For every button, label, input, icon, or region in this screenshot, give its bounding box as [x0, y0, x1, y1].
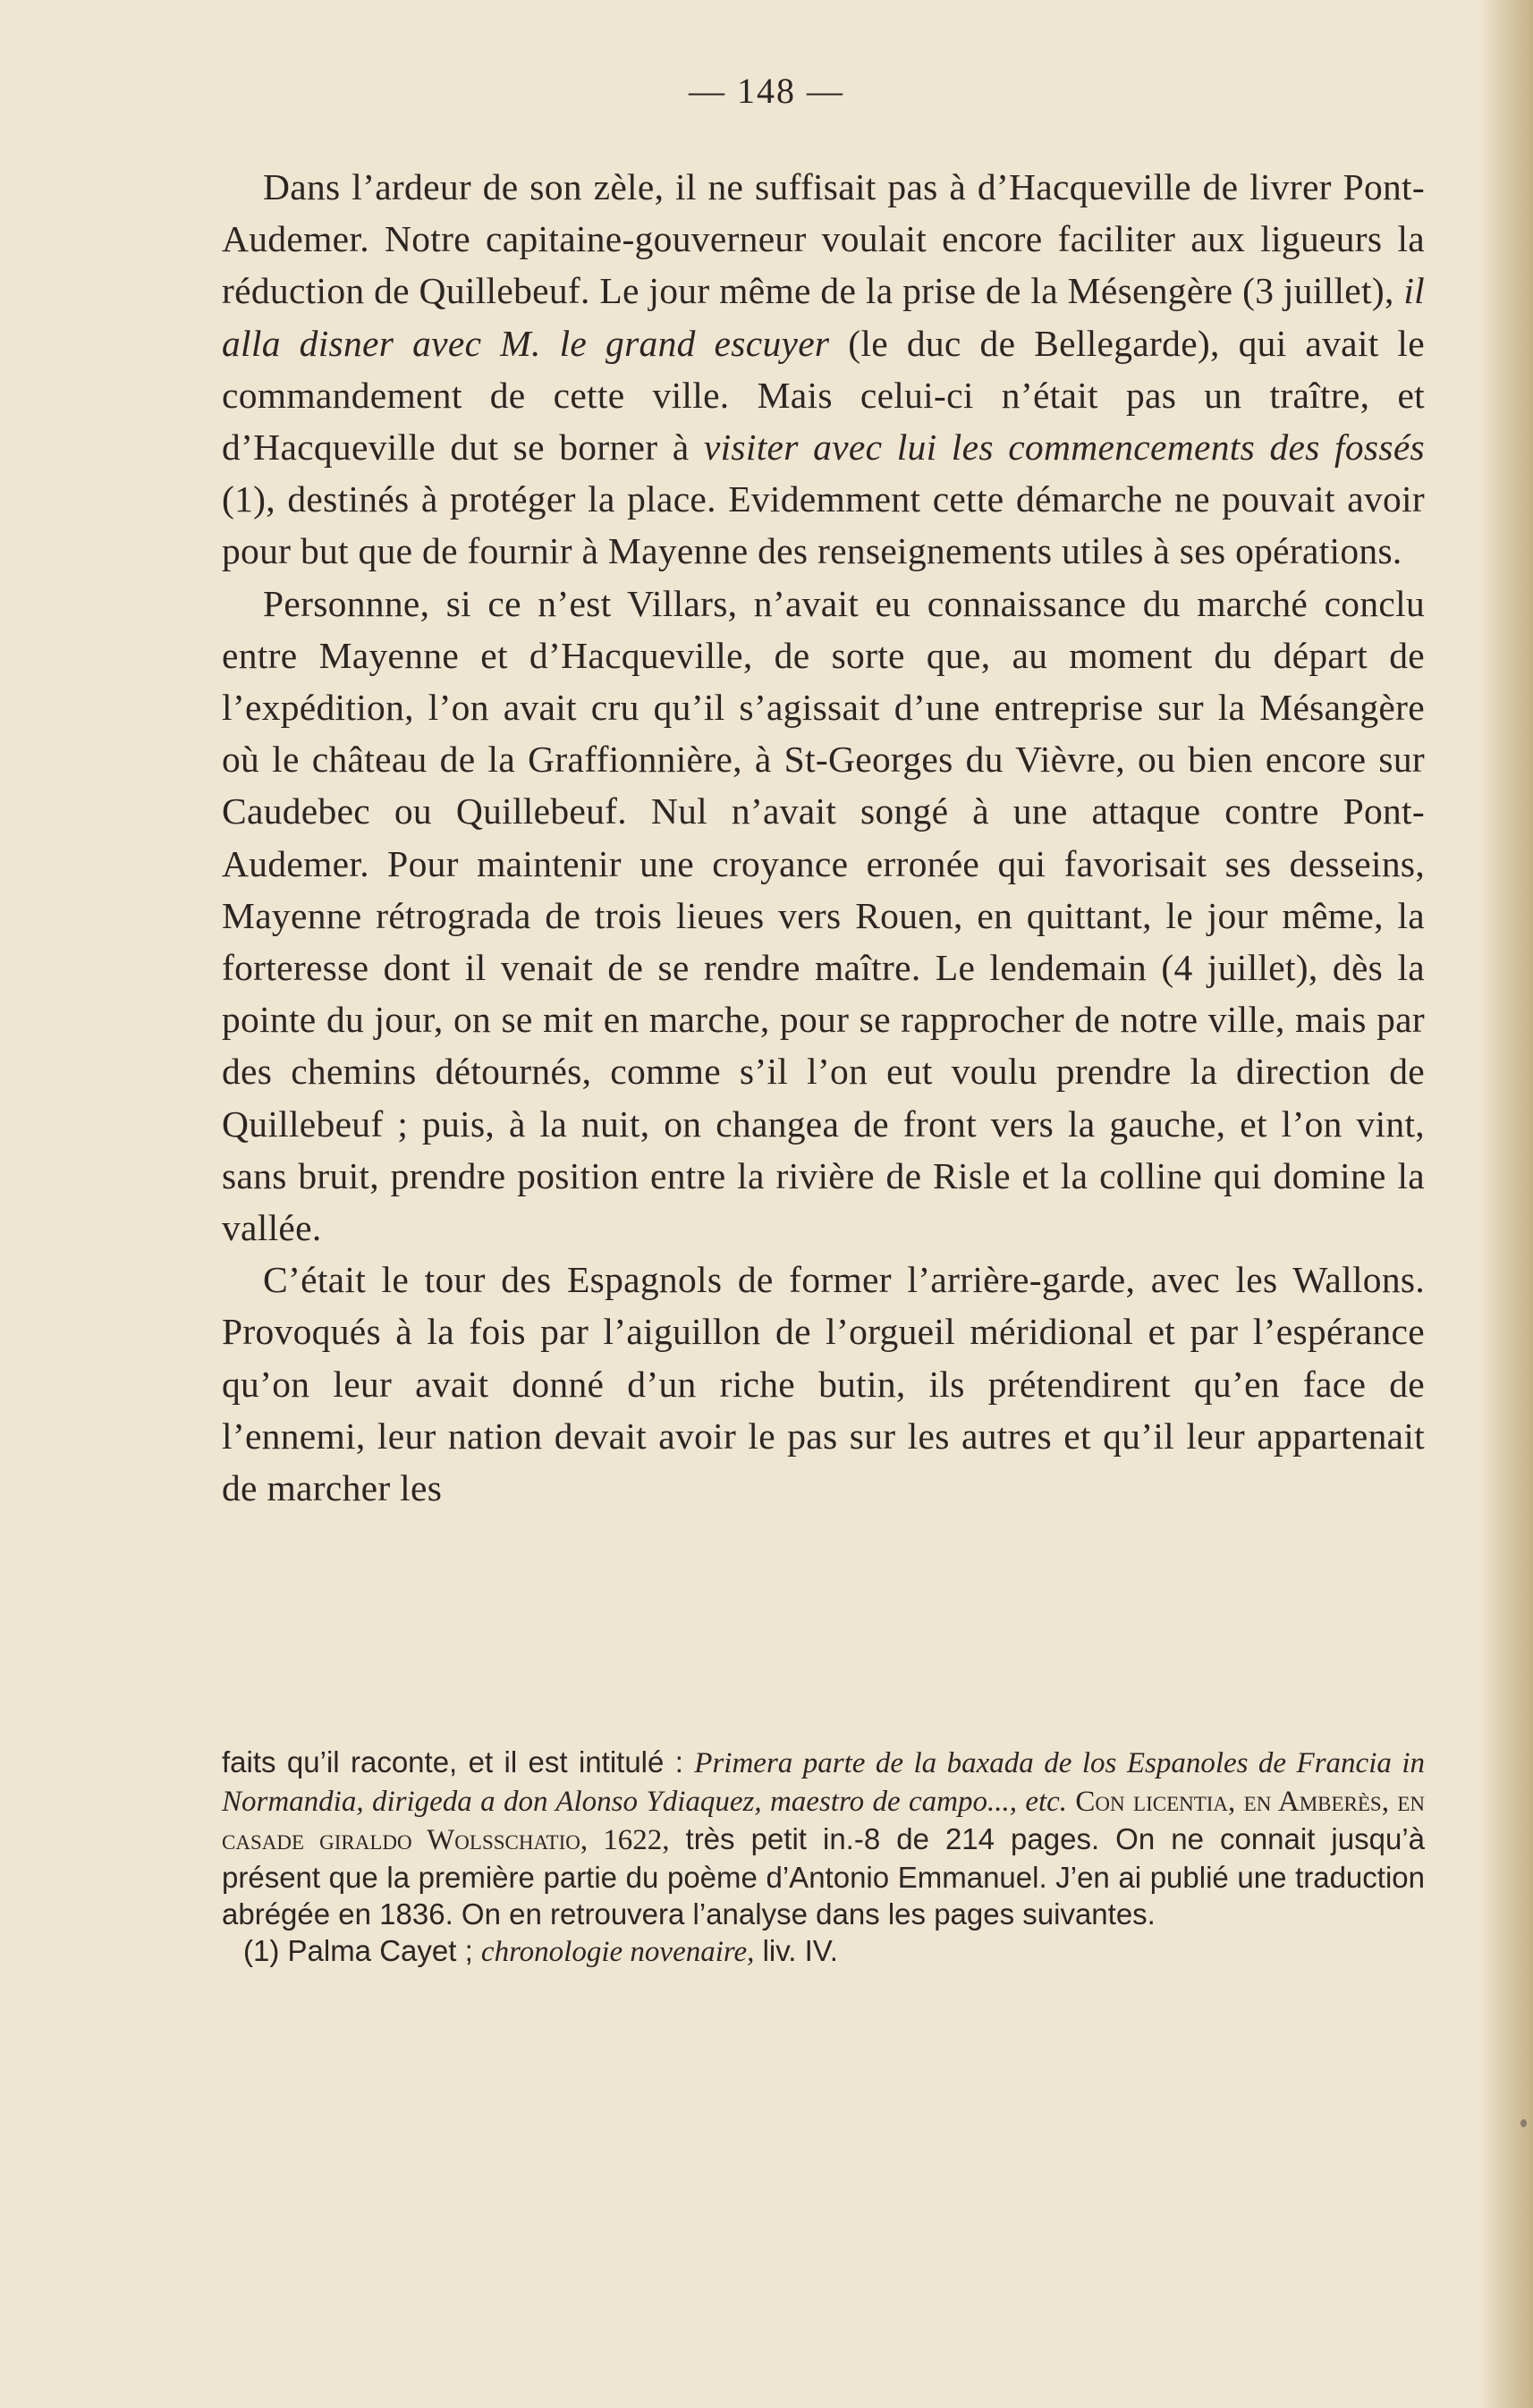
footnote-book-title: Primera parte de la baxada de los Espanoles de Francia in Normandia, dirigeda a don Alonso Ydiaquez, maestro de campo..., etc.: [222, 1747, 1425, 1818]
footnote-cont-text-b: très petit in.-8 de 214 pages. On ne connait jusqu’à présent que la première partie du poème d’Antonio Emmanuel. J’en ai publié une traduction abrégée en 1836. On en retrouvera l’analyse dans les pages suivantes.: [222, 1822, 1425, 1931]
paragraph-1-text-c: (1), destinés à protéger la place. Evidemment cette démarche ne pouvait avoir pour but que de fournir à Mayenne des renseignements utiles à ses opérations.: [222, 478, 1425, 572]
paragraph-1: [222, 161, 1425, 578]
paragraph-1-text-b: (le duc de Bellegarde), qui avait le commandement de cette ville. Mais celui-ci n’était pas un traître, et d’Hacqueville dut se borner à: [222, 322, 1425, 469]
footnotes: [222, 1744, 1425, 1971]
footnote-1-text-a: (1) Palma Cayet ;: [243, 1934, 481, 1967]
page-number: — 148 —: [689, 71, 844, 111]
paragraph-2: Personnne, si ce n’est Villars, n’avait eu connaissance du marché conclu entre Mayenne et d’Hacqueville, de sorte que, au moment du départ de l’expédition, l’on avait cru qu’il s’agissait d’une entreprise sur la Mésangère où le château de la Graffionnière, à St-Georges du Vièvre, ou bien encore sur Caudebec ou Quillebeuf. Nul n’avait songé à une attaque contre Pont-Audemer. Pour maintenir une croyance erronée qui favorisait ses desseins, Mayenne rétrograda de trois lieues vers Rouen, en quittant, le jour même, la forteresse dont il venait de se rendre maître. Le lendemain (4 juillet), dès la pointe du jour, on se mit en marche, pour se rapprocher de notre ville, mais par des chemins détournés, comme s’il l’on eut voulu prendre la direction de Quillebeuf ; puis, à la nuit, on changea de front vers la gauche, et l’on vint, sans bruit, prendre position entre la rivière de Risle et la colline qui domine la vallée.: [222, 582, 1425, 1249]
paper-speck: [1520, 2119, 1527, 2127]
footnote-1-text-b: liv. IV.: [754, 1934, 838, 1967]
page-edge-shadow: [1479, 0, 1533, 2408]
body-text: [222, 161, 1425, 1514]
paragraph-1-quote-a: il alla disner avec M. le grand escuyer: [222, 270, 1425, 364]
footnote-imprint: Con licentia, en Amberès, en casade giraldo Wolsschatio, 1622,: [222, 1786, 1426, 1856]
footnote-continuation: [222, 1744, 1425, 1932]
footnote-cont-text-a: faits qu’il raconte, et il est intitulé :: [222, 1745, 695, 1779]
footnote-1: [222, 1932, 1425, 1971]
paragraph-3: C’était le tour des Espagnols de former l’arrière-garde, avec les Wallons. Provoqués à la fois par l’aiguillon de l’orgueil méridional et par l’espérance qu’on leur avait donné d’un riche butin, ils prétendirent qu’en face de l’ennemi, leur nation devait avoir le pas sur les autres et qu’il leur appartenait de marcher les: [222, 1259, 1425, 1509]
paragraph-1-quote-b: visiter avec lui les commencements des fossés: [703, 427, 1426, 469]
footnote-1-title: chronologie novenaire,: [480, 1936, 755, 1968]
paragraph-1-text-a: Dans l’ardeur de son zèle, il ne suffisait pas à d’Hacqueville de livrer Pont-Audemer. Notre capitaine-gouverneur voulait encore faciliter aux ligueurs la réduction de Quillebeuf. Le jour même de la prise de la Mésengère (3 juillet),: [222, 166, 1425, 312]
